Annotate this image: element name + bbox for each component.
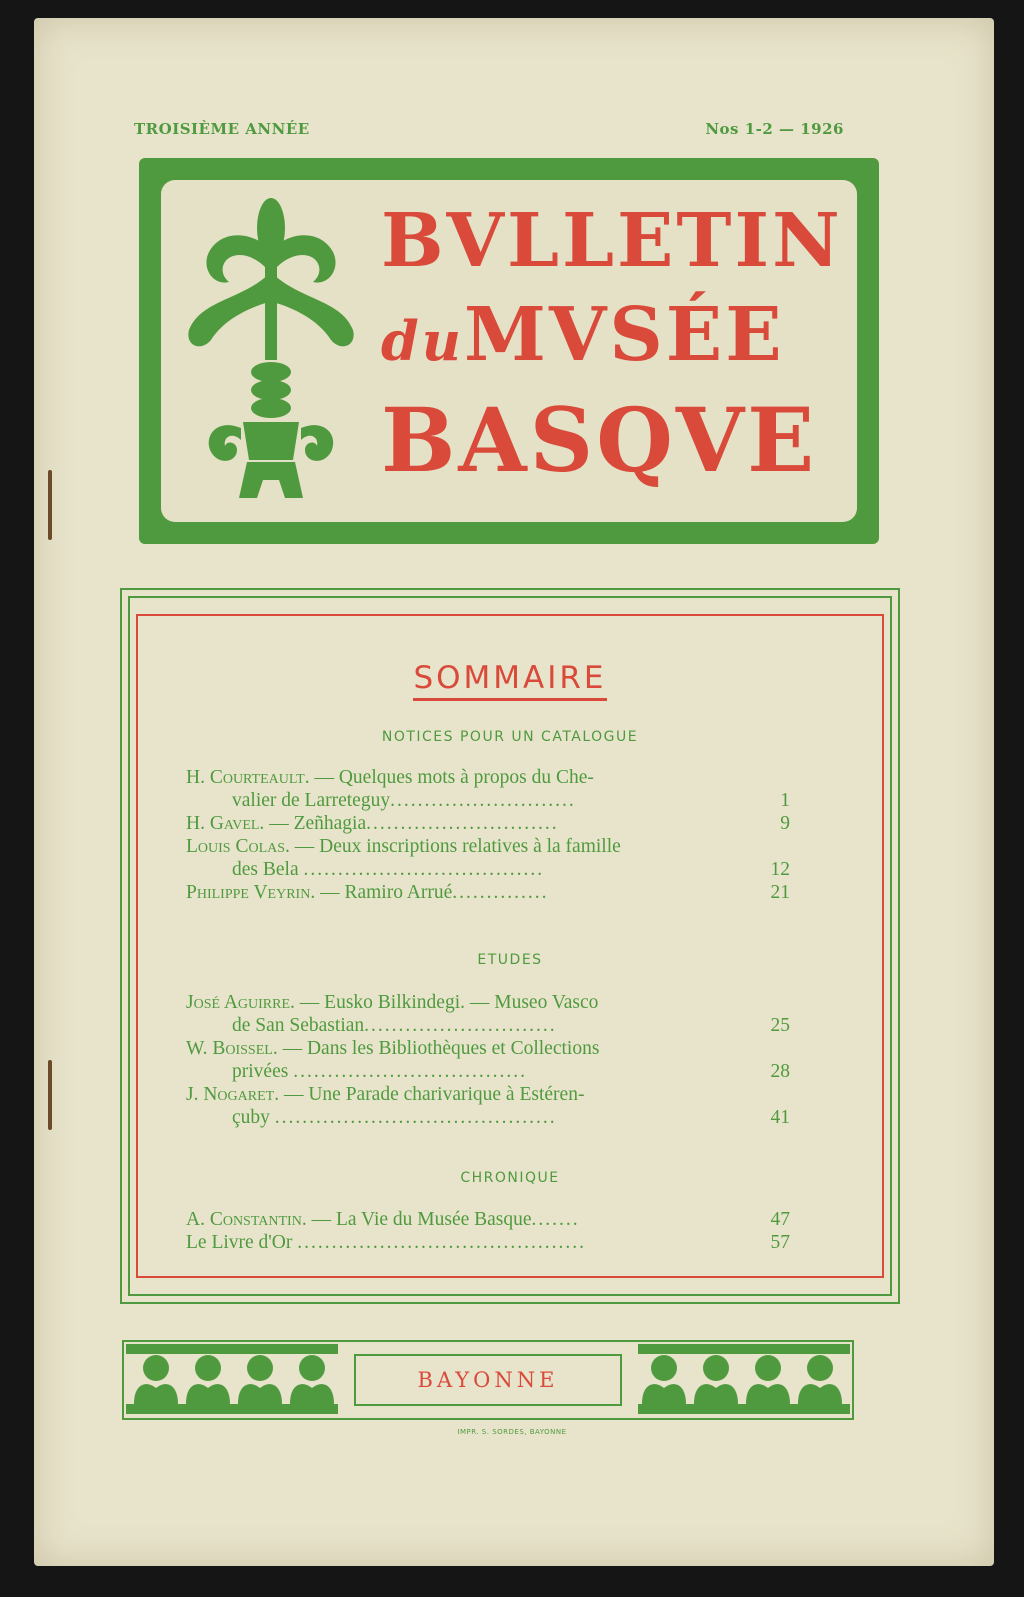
masthead-frame (161, 180, 857, 522)
cover-page (34, 18, 994, 1566)
toc-entry: Louis Colas. — Deux inscriptions relatives à la famille des Bela ................................... 12 (186, 836, 790, 880)
toc-page: 21 (770, 882, 790, 903)
sommaire-title: SOMMAIRE (138, 660, 882, 696)
footer-ornament-right-icon (638, 1344, 850, 1414)
section-heading: CHRONIQUE (460, 1170, 560, 1186)
toc-entry: José Aguirre. — Eusko Bilkindegi. — Museo Vasco de San Sebastian............................ 25 (186, 992, 790, 1036)
section-heading: ETUDES (477, 952, 543, 968)
toc-entry: A. Constantin. — La Vie du Musée Basque....... 47 (186, 1209, 790, 1230)
masthead-title-line1: BVLLETIN (381, 198, 843, 284)
sommaire-frame (120, 588, 900, 1304)
masthead-title-line2 (381, 292, 785, 378)
footer-ornament-left-icon (126, 1344, 338, 1414)
toc-entry: J. Nogaret. — Une Parade charivarique à Estéren- çuby ......................................... 41 (186, 1084, 790, 1128)
masthead (139, 158, 879, 544)
toc-section-notices (186, 766, 790, 904)
plant-vase-icon (181, 190, 361, 510)
binding-stitch (48, 1060, 52, 1130)
sommaire-red-frame (136, 614, 884, 1278)
year-label: TROISIÈME ANNÉE (134, 120, 310, 138)
masthead-du: du (381, 309, 465, 373)
toc-page: 12 (770, 859, 790, 880)
toc-page: 57 (770, 1232, 790, 1253)
toc-page: 28 (770, 1061, 790, 1082)
toc-entry: H. Courteault. — Quelques mots à propos du Che- valier de Larreteguy........................... 1 (186, 767, 790, 811)
toc-entry: Philippe Veyrin. — Ramiro Arrué.............. 21 (186, 882, 790, 903)
toc-entry: W. Boissel. — Dans les Bibliothèques et Collections privées .................................. 28 (186, 1038, 790, 1082)
toc-entry: H. Gavel. — Zeñhagia............................ 9 (186, 813, 790, 834)
toc-page: 1 (780, 790, 790, 811)
toc-section-chronique (186, 1208, 790, 1254)
masthead-title-line3: BASQVE (381, 388, 818, 492)
printer-line: IMPR. S. SORDES, BAYONNE (457, 1428, 567, 1436)
toc-page: 9 (780, 813, 790, 834)
masthead-musee: MVSÉE (464, 292, 785, 378)
issue-number: Nos 1-2 — 1926 (705, 120, 844, 138)
toc-page: 25 (770, 1015, 790, 1036)
toc-entry: Le Livre d'Or .......................................... 57 (186, 1232, 790, 1253)
toc-page: 41 (770, 1107, 790, 1128)
toc-section-etudes (186, 991, 790, 1129)
city-label: BAYONNE (354, 1354, 622, 1406)
toc-page: 47 (770, 1209, 790, 1230)
binding-stitch (48, 470, 52, 540)
footer-band (122, 1340, 854, 1420)
section-heading: NOTICES POUR UN CATALOGUE (381, 729, 639, 745)
